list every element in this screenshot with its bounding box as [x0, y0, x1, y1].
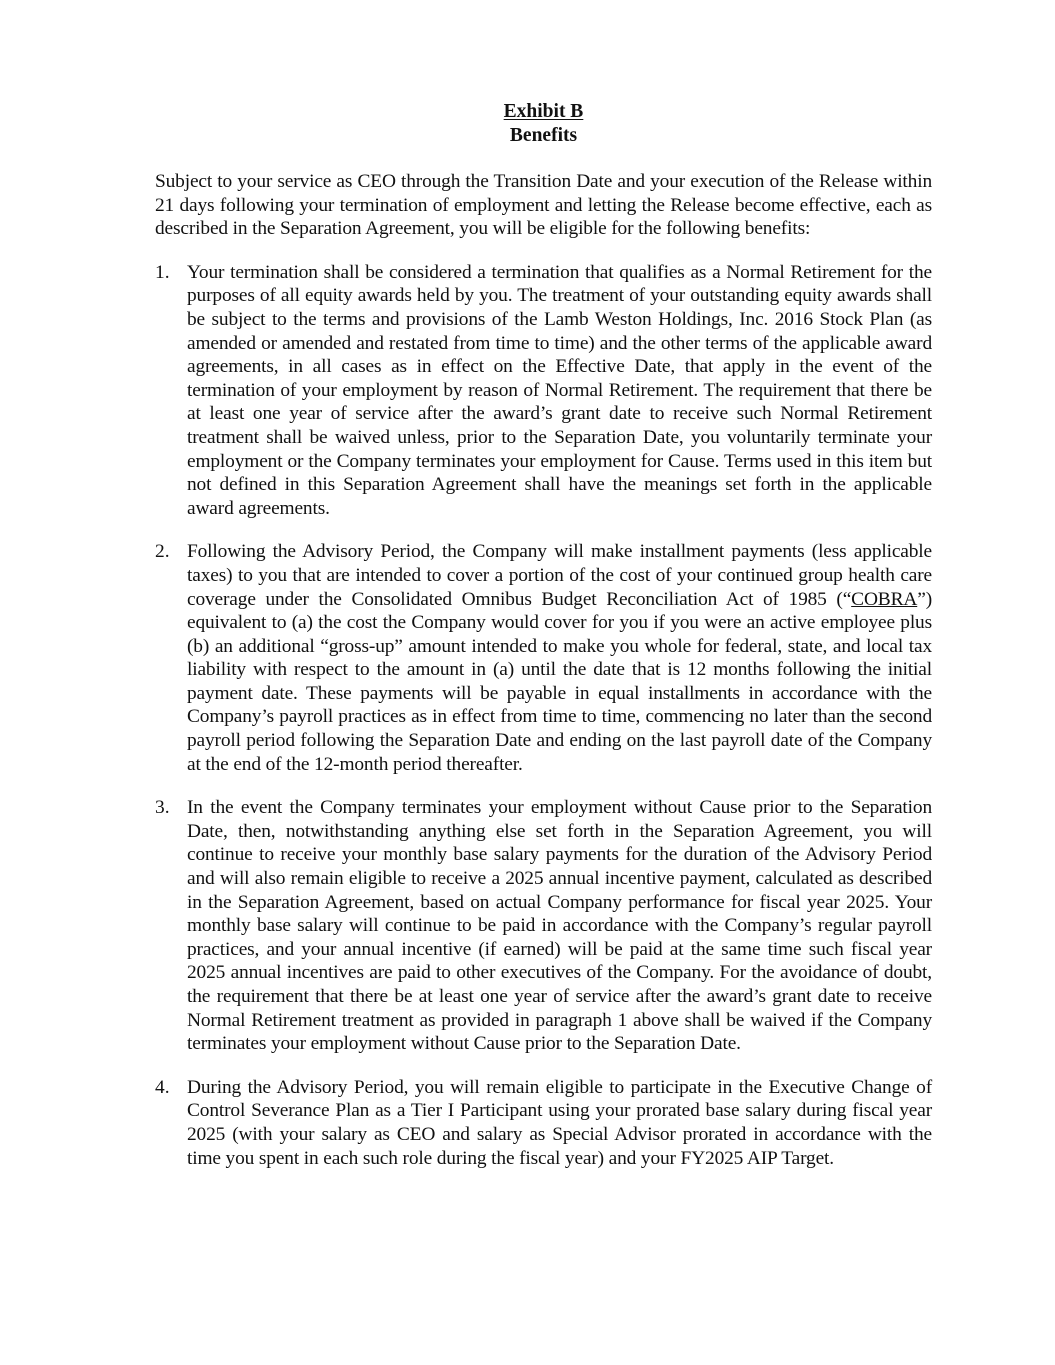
defined-term-cobra: COBRA — [851, 588, 918, 610]
list-item — [155, 261, 932, 521]
list-item-number: 2. — [155, 541, 170, 563]
list-item-text-after: ”) equivalent to (a) the cost the Company would cover for you if you were an active employee plus (b) an additional “gross-up” amount intended to make you whole for federal, state, and local tax liability with respect to the amount in (a) until the date that is 12 months following the initial payment date. These payments will be payable in equal installments in accordance with the Company’s payroll practices as in effect from time to time, commencing no later than the second payroll period following the Separation Date and ending on the last payroll date of the Company at the end of the 12-month period thereafter. — [187, 588, 932, 775]
list-item — [155, 540, 932, 776]
list-item-text-before: Following the Advisory Period, the Company will make installment payments (less applicable taxes) to you that are intended to cover a portion of the cost of your continued group health care coverage under the Consolidated Omnibus Budget Reconciliation Act of 1985 (“ — [187, 541, 932, 610]
list-item — [155, 796, 932, 1056]
benefits-list — [155, 261, 932, 1170]
list-item-text: During the Advisory Period, you will remain eligible to participate in the Executive Change of Control Severance Plan as a Tier I Participant using your prorated base salary during fiscal year 2025 (with your salary as CEO and salary as Special Advisor prorated in accordance with the time you spent in each such role during the fiscal year) and your FY2025 AIP Target. — [187, 1076, 932, 1169]
list-item-text — [187, 540, 932, 776]
section-subtitle: Benefits — [509, 125, 578, 146]
list-item-number: 4. — [155, 1076, 170, 1098]
list-item-text: In the event the Company terminates your employment without Cause prior to the Separation Date, then, notwithstanding anything else set forth in the Separation Agreement, you will continue to receive your monthly base salary payments for the duration of the Advisory Period and will also remain eligible to receive a 2025 annual incentive payment, calculated as described in the Separation Agreement, based on actual Company performance for fiscal year 2025. Your monthly base salary will continue to be paid in accordance with the Company’s regular payroll practices, and your annual incentive (if earned) will be paid at the same time such fiscal year 2025 annual incentives are paid to other executives of the Company. For the avoidance of doubt, the requirement that there be at least one year of service after the award’s grant date to receive Normal Retirement treatment as provided in paragraph 1 above shall be waived if the Company terminates your employment without Cause prior to the Separation Date. — [187, 797, 932, 1055]
list-item-text: Your termination shall be considered a termination that qualifies as a Normal Retirement for the purposes of all equity awards held by you. The treatment of your outstanding equity awards shall be subject to the terms and provisions of the Lamb Weston Holdings, Inc. 2016 Stock Plan (as amended or amended and restated from time to time) and the other terms of the applicable award agreements, in all cases as in effect on the Effective Date, that apply in the event of the termination of your employment by reason of Normal Retirement. The requirement that there be at least one year of service after the award’s grant date to receive such Normal Retirement treatment shall be waived unless, prior to the Separation Date, you voluntarily terminate your employment or the Company terminates your employment for Cause. Terms used in this item but not defined in this Separation Agreement shall have the meanings set forth in the applicable award agreements. — [187, 261, 932, 519]
list-item — [155, 1076, 932, 1170]
exhibit-title: Exhibit B — [503, 101, 584, 122]
document-page — [155, 100, 932, 1190]
list-item-number: 1. — [155, 261, 170, 283]
intro-paragraph: Subject to your service as CEO through the Transition Date and your execution of the Release within 21 days following your termination of employment and letting the Release become effective, each as described in the Separation Agreement, you will be eligible for the following benefits: — [155, 171, 932, 240]
list-item-number: 3. — [155, 797, 170, 819]
